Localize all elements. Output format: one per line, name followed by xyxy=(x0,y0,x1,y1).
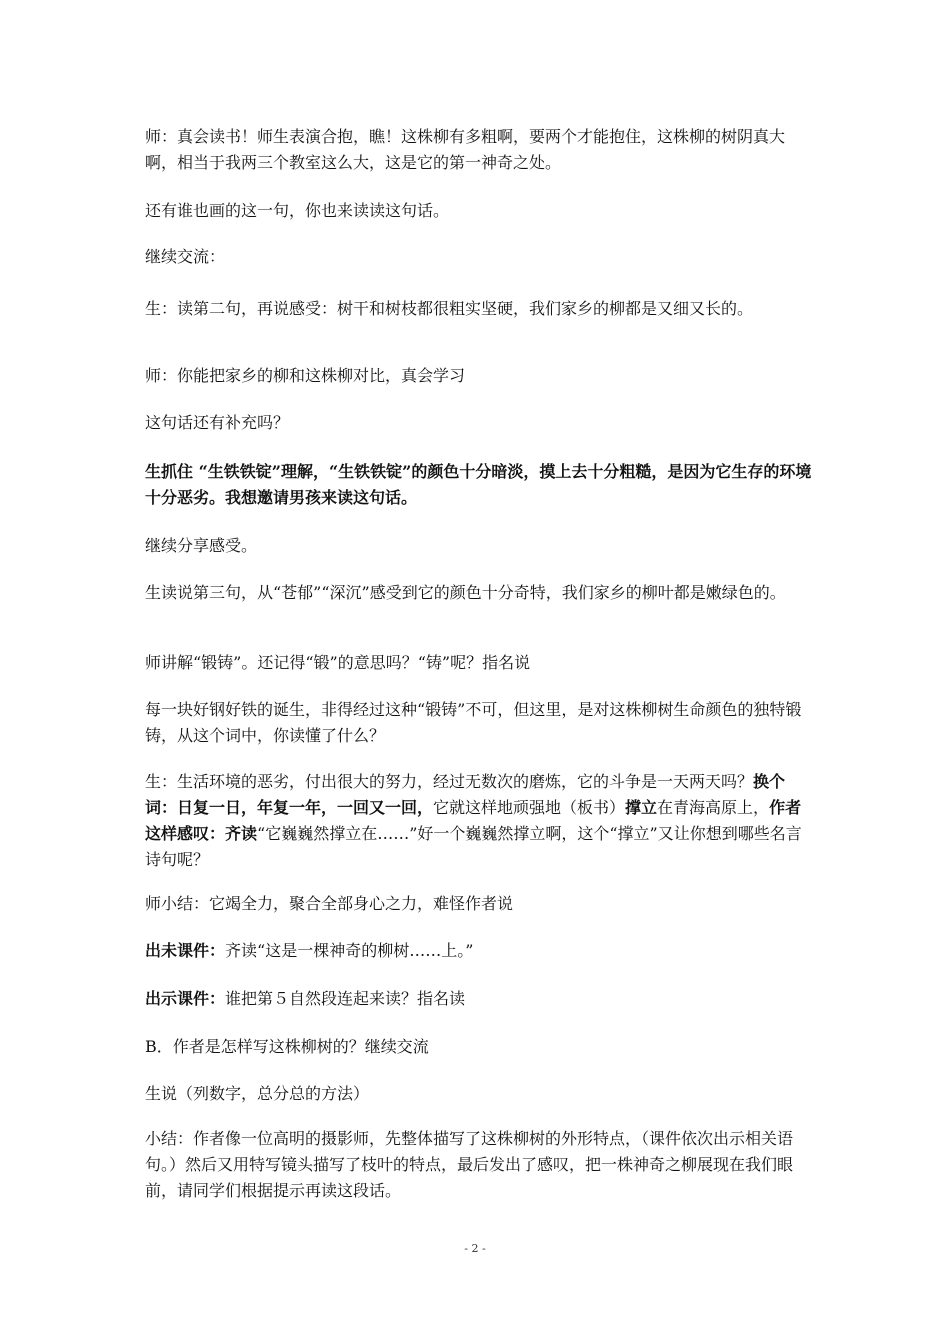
courseware-label: 出未课件： xyxy=(145,941,226,960)
paragraph-any-additions: 这句话还有补充吗？ xyxy=(145,413,290,432)
paragraph-teacher-praise: 师：真会读书！师生表演合抱，瞧！这株柳有多粗啊，要两个才能抱住，这株柳的树阴真大啊，相当于我两三个教室这么大，这是它的第一神奇之处。 xyxy=(145,127,786,172)
paragraph-invite-reading: 还有谁也画的这一句，你也来读读这句话。 xyxy=(145,201,450,220)
paragraph-student-method: 生说（列数字，总分总的方法） xyxy=(145,1084,370,1103)
text-run-bold: 撑立 xyxy=(625,798,658,817)
paragraph-iron-ingot: 生抓住 “生铁铁锭”理解，“生铁铁锭”的颜色十分暗淡，摸上去十分粗糙，是因为它生存的环境十分恶劣。我想邀请男孩来读这句话。 xyxy=(145,462,812,507)
paragraph-steel-forging: 每一块好钢好铁的诞生，非得经过这种“锻铸”不可，但这里，是对这株柳树生命颜色的独特锻铸，从这个词中，你读懂了什么？ xyxy=(145,700,802,745)
paragraph-share-feelings: 继续分享感受。 xyxy=(145,536,258,555)
text-run: 谁把第５自然段连起来读？指名读 xyxy=(225,989,466,1008)
text-run: “它巍巍然撑立在……”好一个巍巍然撑立啊，这个“撑立”又让你想到哪些名言诗句呢？ xyxy=(145,824,802,869)
text-run-bold: 作者这样感叹：齐读 xyxy=(145,798,802,843)
text-run: 在青海高原上， xyxy=(657,798,770,817)
text-run: 生：生活环境的恶劣，付出很大的努力，经过无数次的磨炼，它的斗争是一天两天吗？ xyxy=(145,772,754,791)
paragraph-summary-photographer: 小结：作者像一位高明的摄影师，先整体描写了这株柳树的外形特点，（课件依次出示相关语句。）然后又用特写镜头描写了枝叶的特点，最后发出了感叹，把一株神奇之柳展现在我们眼前，请同学们根据提示再读这段话。 xyxy=(145,1129,794,1200)
text-run: 它就这样地顽强地（板书） xyxy=(433,798,626,817)
text-run-bold: 换个词：日复一日，年复一年，一回又一回， xyxy=(145,772,786,817)
paragraph-courseware-read xyxy=(145,938,813,964)
paragraph-third-sentence: 生读说第三句，从“苍郁”“深沉”感受到它的颜色十分奇特，我们家乡的柳叶都是嫩绿色的。 xyxy=(145,583,786,602)
paragraph-teacher-compare: 师：你能把家乡的柳和这株柳对比，真会学习 xyxy=(145,366,466,385)
paragraph-student-second-sentence: 生：读第二句，再说感受：树干和树枝都很粗实坚硬，我们家乡的柳都是又细又长的。 xyxy=(145,299,754,318)
paragraph-section-b: B．作者是怎样写这株柳树的？继续交流 xyxy=(145,1037,429,1056)
text-run: 齐读“这是一棵神奇的柳树……上。” xyxy=(225,941,474,960)
paragraph-courseware-show xyxy=(145,986,813,1012)
paragraph-teacher-summary: 师小结：它竭全力，聚合全部身心之力，难怪作者说 xyxy=(145,894,514,913)
paragraph-continue-exchange: 继续交流： xyxy=(145,247,226,266)
paragraph-student-environment xyxy=(145,769,813,873)
courseware-label: 出示课件： xyxy=(145,989,226,1008)
paragraph-explain-duanzhu: 师讲解“锻铸”。还记得“锻”的意思吗？“铸”呢？指名说 xyxy=(145,653,531,672)
page-number: - 2 - xyxy=(464,1242,486,1255)
